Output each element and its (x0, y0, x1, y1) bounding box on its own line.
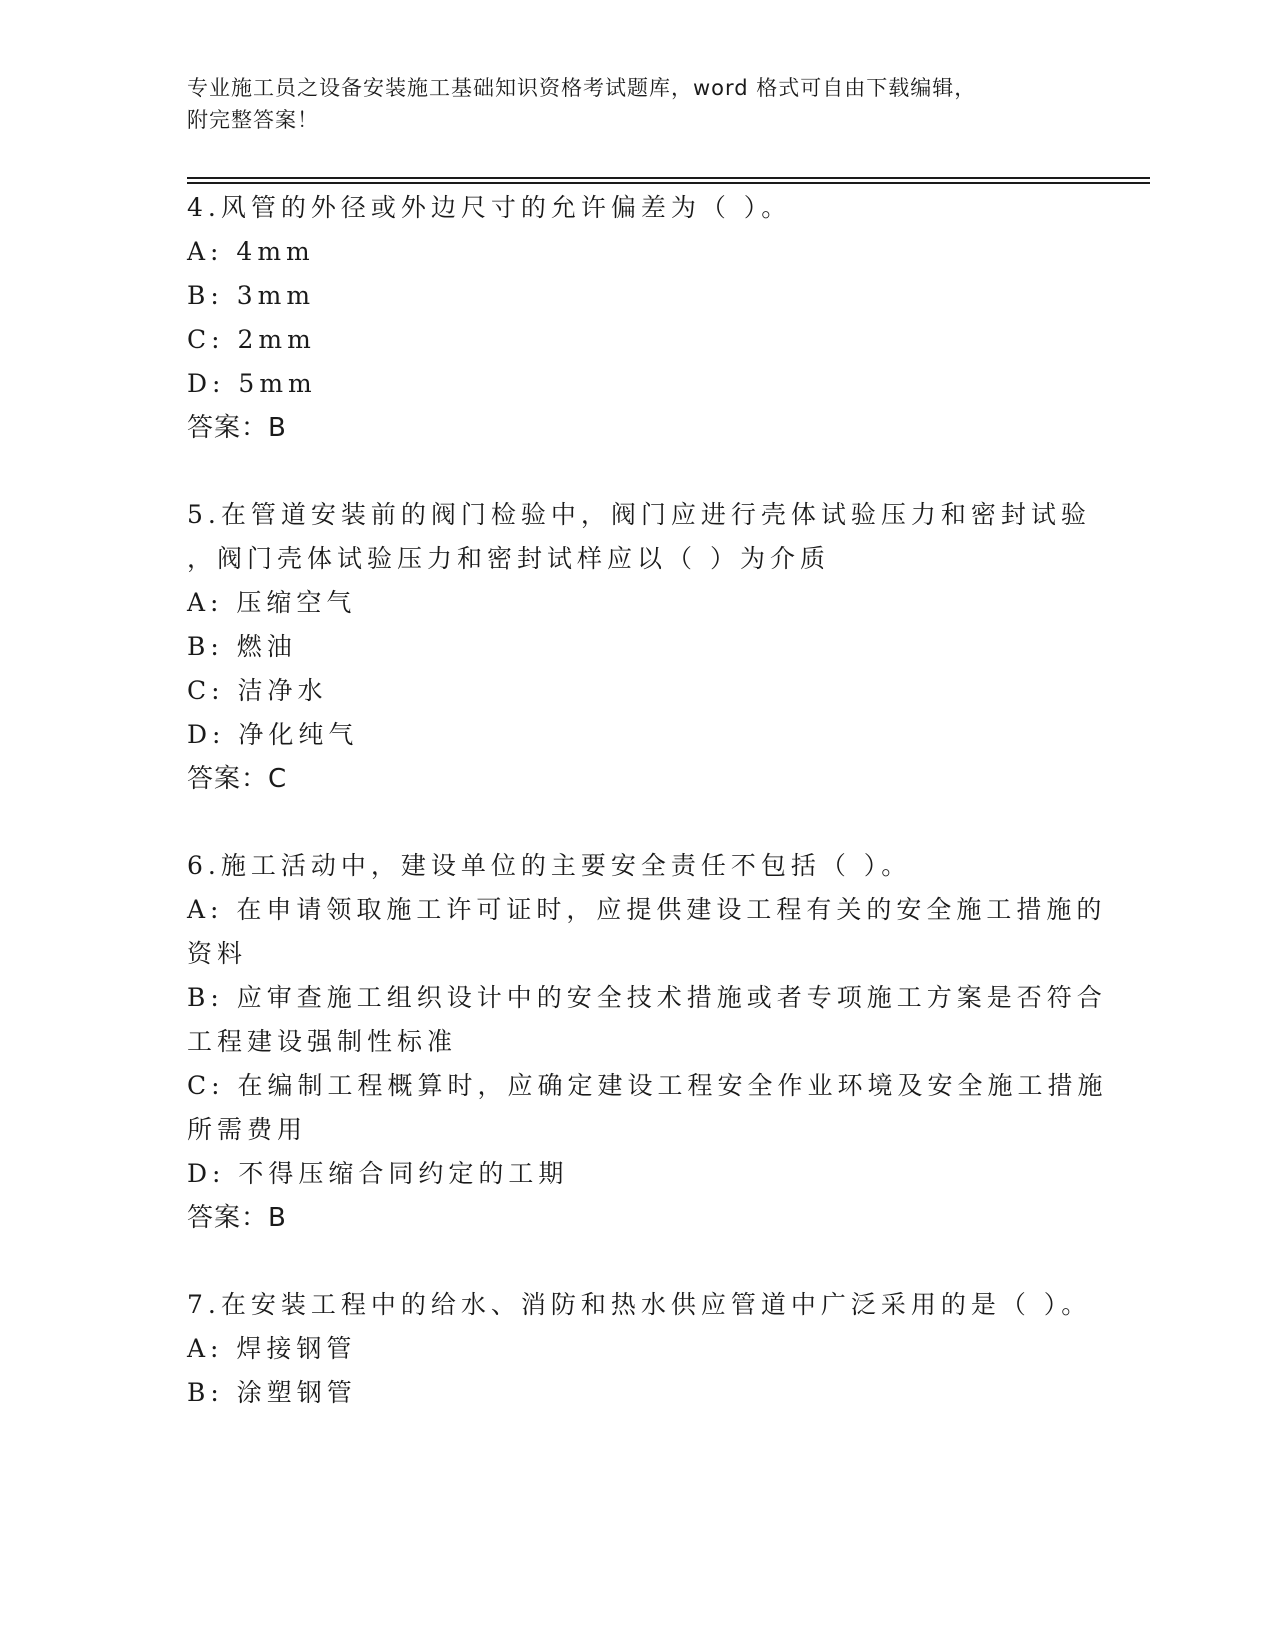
question-7-option-a: A: 焊接钢管 (187, 1334, 357, 1363)
question-4-option-d: D: 5mm (187, 369, 317, 398)
question-6-option-d: D: 不得压缩合同约定的工期 (187, 1159, 569, 1188)
question-6-option-c-line-2: 所需费用 (187, 1115, 308, 1144)
question-5-option-d: D: 净化纯气 (187, 720, 359, 749)
question-6-option-b-line-2: 工程建设强制性标准 (187, 1027, 458, 1056)
question-4-option-c: C: 2mm (187, 325, 316, 354)
question-4-option-b: B: 3mm (187, 281, 316, 310)
question-6-option-c-line-1: C: 在编制工程概算时，应确定建设工程安全作业环境及安全施工措施 (187, 1071, 1108, 1100)
question-7-option-b: B: 涂塑钢管 (187, 1378, 357, 1407)
header-line-2: 附完整答案！ (187, 108, 319, 132)
question-4-answer: 答案：B (187, 413, 287, 443)
question-6-stem: 6.施工活动中，建设单位的主要安全责任不包括（ ）。 (187, 851, 912, 880)
question-5-option-a: A: 压缩空气 (187, 588, 357, 617)
question-5-stem-line-1: 5.在管道安装前的阀门检验中，阀门应进行壳体试验压力和密封试验 (187, 500, 1091, 529)
question-6-option-a-line-1: A: 在申请领取施工许可证时，应提供建设工程有关的安全施工措施的 (187, 895, 1107, 924)
question-5-option-c: C: 洁净水 (187, 676, 328, 705)
header-line-1: 专业施工员之设备安装施工基础知识资格考试题库，word 格式可自由下载编辑， (187, 76, 977, 100)
document-header (187, 72, 1067, 136)
question-5-answer: 答案：C (187, 764, 288, 794)
header-divider-top (187, 177, 1150, 179)
header-divider-bottom (187, 182, 1150, 184)
question-4-option-a: A: 4mm (187, 237, 315, 266)
question-7-stem: 7.在安装工程中的给水、消防和热水供应管道中广泛采用的是（ ）。 (187, 1290, 1092, 1319)
question-5-option-b: B: 燃油 (187, 632, 297, 661)
question-4-stem: 4.风管的外径或外边尺寸的允许偏差为（ ）。 (187, 193, 792, 222)
question-6-option-a-line-2: 资料 (187, 939, 248, 968)
question-6-option-b-line-1: B: 应审查施工组织设计中的安全技术措施或者专项施工方案是否符合 (187, 983, 1107, 1012)
question-6-answer: 答案：B (187, 1203, 287, 1233)
question-5-stem-line-2: ，阀门壳体试验压力和密封试样应以（ ）为介质 (187, 544, 830, 573)
